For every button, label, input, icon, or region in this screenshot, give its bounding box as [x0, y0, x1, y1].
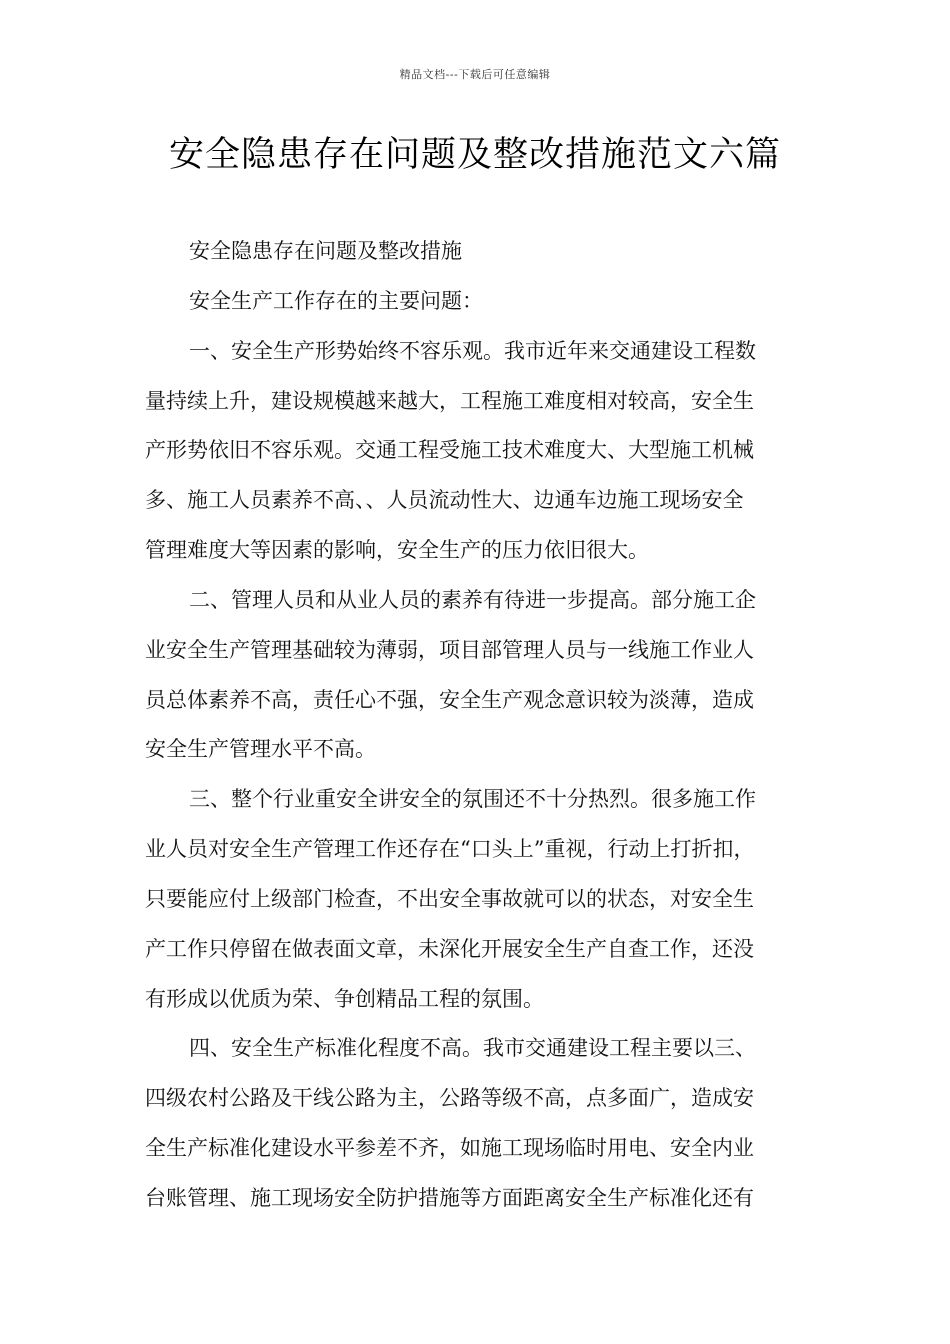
paragraph-4-line-3: 全生产标准化建设水平参差不齐，如施工现场临时用电、安全内业 — [145, 1136, 754, 1160]
paragraph-3-line-3: 只要能应付上级部门检查，不出安全事故就可以的状态，对安全生 — [145, 887, 754, 911]
paragraph-3-line-2: 业人员对安全生产管理工作还存在“口头上”重视，行动上打折扣， — [145, 837, 755, 861]
paragraph-3-line-1: 三、整个行业重安全讲安全的氛围还不十分热烈。很多施工作 — [189, 787, 756, 811]
subtitle-line: 安全隐患存在问题及整改措施 — [189, 239, 462, 263]
paragraph-2-line-3: 员总体素养不高，责任心不强，安全生产观念意识较为淡薄，造成 — [145, 688, 754, 712]
paragraph-4-line-2: 四级农村公路及干线公路为主，公路等级不高，点多面广，造成安 — [145, 1086, 754, 1110]
paragraph-3-line-5: 有形成以优质为荣、争创精品工程的氛围。 — [145, 987, 544, 1011]
paragraph-1-line-3: 产形势依旧不容乐观。交通工程受施工技术难度大、大型施工机械 — [145, 438, 754, 462]
header-note: 精品文档---下载后可任意编辑 — [399, 68, 551, 81]
document-title: 安全隐患存在问题及整改措施范文六篇 — [168, 135, 781, 175]
paragraph-1-line-4: 多、施工人员素养不高、、人员流动性大、边通车边施工现场安全 — [145, 488, 744, 512]
paragraph-1-line-2: 量持续上升，建设规模越来越大，工程施工难度相对较高，安全生 — [145, 389, 754, 413]
paragraph-1-line-1: 一、安全生产形势始终不容乐观。我市近年来交通建设工程数 — [189, 339, 756, 363]
paragraph-2-line-1: 二、管理人员和从业人员的素养有待进一步提高。部分施工企 — [189, 588, 756, 612]
paragraph-2-line-2: 业安全生产管理基础较为薄弱，项目部管理人员与一线施工作业人 — [145, 638, 754, 662]
section-heading-line: 安全生产工作存在的主要问题： — [189, 289, 483, 313]
paragraph-2-line-4: 安全生产管理水平不高。 — [145, 737, 376, 761]
paragraph-1-line-5: 管理难度大等因素的影响，安全生产的压力依旧很大。 — [145, 538, 649, 562]
paragraph-3-line-4: 产工作只停留在做表面文章，未深化开展安全生产自查工作，还没 — [145, 937, 754, 961]
paragraph-4-line-1: 四、安全生产标准化程度不高。我市交通建设工程主要以三、 — [189, 1036, 756, 1060]
paragraph-4-line-4: 台账管理、施工现场安全防护措施等方面距离安全生产标准化还有 — [145, 1186, 754, 1210]
